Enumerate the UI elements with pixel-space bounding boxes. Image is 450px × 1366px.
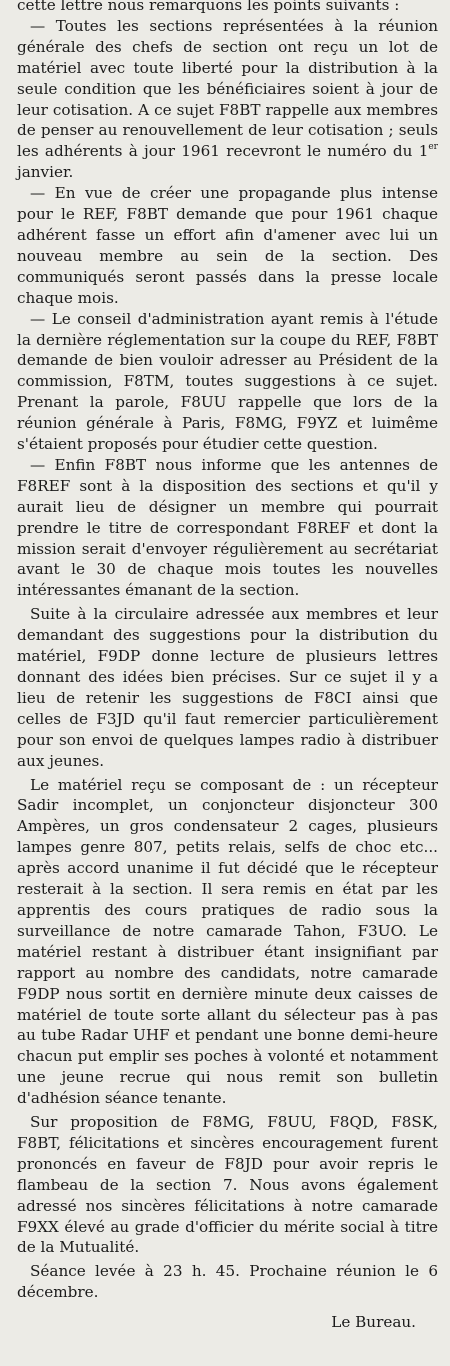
paragraph-circulaire: Suite à la circulaire adressée aux membres et leur demandant des suggestions pour la distribution du matériel, F9DP donne lecture de plusieurs lettres donnant des idées bien précises. Sur ce sujet il y a lieu de retenir les suggestions de F8CI ainsi que celles de F3JD qu'il faut remercier particulièrement pour son envoi de quelques lampes radio à distribuer aux jeunes. bbox=[17, 605, 438, 770]
point-antennes-f8ref: — Enfin F8BT nous informe que les antennes de F8REF sont à la disposition des sections et qu'il y aurait lieu de désigner un membre qui pourrait prendre le titre de correspondant F8REF et dont la mission serait d'envoyer régulièrement au secrétariat avant le 30 de chaque mois toutes les nouvelles intéressantes émanant de la section. bbox=[17, 455, 438, 600]
paragraph-seance: Séance levée à 23 h. 45. Prochaine réunion le 6 décembre. bbox=[17, 1262, 438, 1302]
point-section-materiel bbox=[17, 16, 438, 183]
signature: Le Bureau. bbox=[331, 1313, 416, 1332]
point-1-end: janvier. bbox=[17, 163, 74, 182]
intro-text: cette lettre nous remarquons les points suivants : bbox=[17, 0, 400, 14]
point-1-superscript: er bbox=[428, 142, 438, 153]
point-propagande: — En vue de créer une propagande plus intense pour le REF, F8BT demande que pour 1961 chaque adhérent fasse un effort afin d'amener avec lui un nouveau membre au sein de la section. Des communiqués seront passés dans la presse locale chaque mois. bbox=[17, 184, 438, 307]
paragraph-materiel: Le matériel reçu se composant de : un récepteur Sadir incomplet, un conjoncteur disjoncteur 300 Ampères, un gros condensateur 2 cages, plusieurs lampes genre 807, petits relais, selfs de choc etc... après accord unanime il fut décidé que le récepteur resterait à la section. Il sera remis en état par les apprentis des cours pratiques de radio sous la surveillance de notre camarade Tahon, F3UO. Le matériel restant à distribuer étant insignifiant par rapport au nombre des candidats, notre camarade F9DP nous sortit en dernière minute deux caisses de matériel de toute sorte allant du sélecteur pas à pas au tube Radar UHF et pendant une bonne demi-heure chacun put emplir ses poches à volonté et notamment une jeune recrue qui nous remit son bulletin d'adhésion séance tenante. bbox=[17, 775, 438, 1108]
article-column bbox=[17, 0, 438, 1333]
paragraph-felicitations: Sur proposition de F8MG, F8UU, F8QD, F8SK, F8BT, félicitations et sincères encouragement furent prononcés en faveur de F8JD pour avoir repris le flambeau de la section 7. Nous avons également adressé nos sincères félicitations à notre camarade F9XX élevé au grade d'officier du mérite social à titre de la Mutualité. bbox=[17, 1113, 438, 1257]
point-reglementation-coupe: — Le conseil d'administration ayant remis à l'étude la dernière réglementation sur la coupe du REF, F8BT demande de bien vouloir adresser au Président de la commission, F8TM, toutes suggestions à ce sujet. Prenant la parole, F8UU rappelle que lors de la réunion générale à Paris, F8MG, F9YZ et luimême s'étaient proposés pour étudier cette question. bbox=[17, 309, 438, 454]
point-1-text: — Toutes les sections représentées à la réunion générale des chefs de section ont reçu un lot de matériel avec toute liberté pour la distribution à la seule condition que les bénéficiaires soient à jour de leur cotisation. A ce sujet F8BT rappelle aux membres de penser au renouvellement de leur cotisation ; seuls les adhérents à jour 1961 recevront le numéro du 1 bbox=[17, 16, 438, 161]
